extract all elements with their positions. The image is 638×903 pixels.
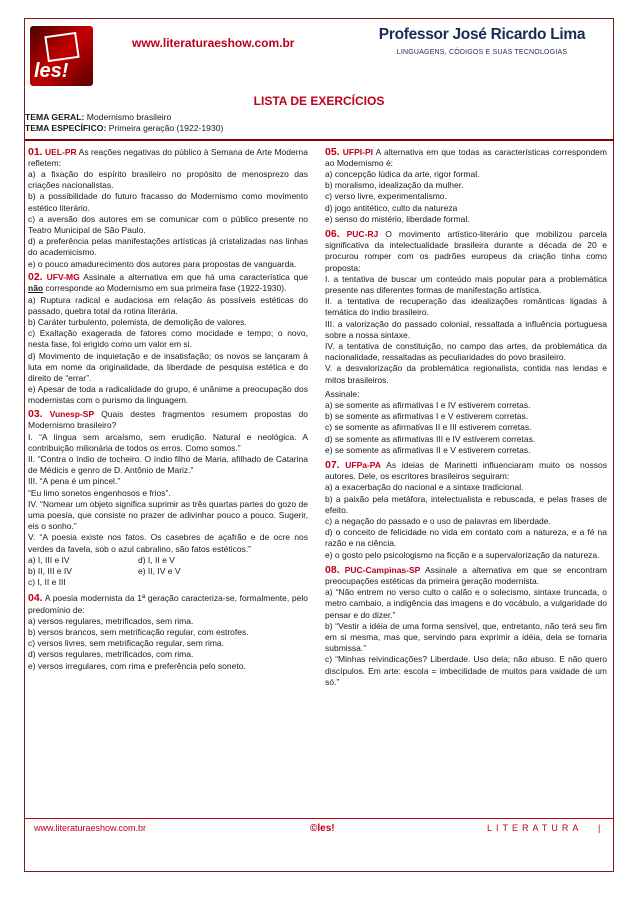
option: d) Movimento de inquietação e de insatisfação; os novos se lançaram à luta em nome da originalidade, da liberdade de pesquisa estética e do direito de “errar”. [28,350,308,384]
left-column [28,144,308,672]
question-source: UFPI-PI [342,146,373,157]
option: d) a preferência pelas manifestações artísticas já cristalizadas nas linhas do academicismo. [28,236,308,258]
question-01 [28,147,308,270]
option: c) verso livre, experimentalismo. [325,191,447,202]
option: e) Apesar de toda a radicalidade do grupo, é unânime a preocupação dos modernistas com o purismo da linguagem. [28,384,308,406]
option: b) Caráter turbulento, polemista, de demolição de valores. [28,317,247,328]
logo-box-icon [44,32,79,62]
option: a) se somente as afirmativas I e IV estiverem corretas. [325,399,531,410]
question-02 [28,272,308,406]
site-url[interactable]: www.literaturaeshow.com.br [132,36,295,50]
footer-subject: LITERATURA [487,823,583,833]
statement: III. a valorização do passado colonial, ressaltada a influência portuguesa sobre a nossa sintaxe. [325,318,607,340]
question-text: As ideias de Marinetti influenciaram muito os nossos autores. Dele, os escritores brasileiros seguiram: [325,459,607,482]
option: d) jogo antitético, culto da natureza [325,202,458,213]
option: c) a aversão dos autores em se comunicar com o público presente no Teatro Municipal de São Paulo. [28,213,308,235]
option: b) a paixão pela metáfora, intelectualista e rebuscada, e pelas frases de efeito. [325,493,607,515]
professor-name: Professor José Ricardo Lima [378,26,586,43]
question-text: O movimento artístico-literário que mobilizou parcela significativa da intelectualidade brasileira durante a década de 20 e procurou romper com os padrões europeus da criação tinha como proposta: [325,228,607,273]
statement: IV. a tentativa de constituição, no campo das artes, da problemática da nacionalidade, ressaltadas as peculiaridades do povo brasileiro. [325,340,607,363]
question-number: 04. [28,592,43,605]
option-row [28,555,308,566]
question-text: A poesia modernista da 1ª geração caracteriza-se, formalmente, pelo predomínio de: [28,593,308,615]
option: a) Ruptura radical e audaciosa em relação às possíveis estéticas do passado, quebra total da rotina literária. [28,294,308,316]
option: a) versos regulares, metrificados, sem rima. [28,615,194,626]
fragment: I. “A língua sem arcaísmo, sem erudição. Natural e neológica. A contribuição milionária de todos os erros. Como somos.” [28,431,308,453]
option: d) I, II e V [138,554,175,565]
option: c) versos livres, sem metrificação regular, sem rima. [28,638,225,649]
fragment: IV. “Nomear um objeto significa suprimir as três quartas partes do gozo de uma poesia, que consiste no prazer de adivinhar pouco a pouco. Sugerir, eis o sonho.” [28,498,308,532]
tema-geral-value: Modernismo brasileiro [84,112,172,122]
option: e) o gosto pelo psicologismo na ficção e a supervalorização da natureza. [325,549,600,560]
option: a) I, III e IV [28,554,70,565]
question-05 [325,147,607,225]
footer-site-url[interactable]: www.literaturaeshow.com.br [34,823,147,833]
option: e) senso do mistério, liberdade formal. [325,213,470,224]
tema-especifico [25,123,223,133]
question-stem [28,272,308,294]
question-number: 03. [28,408,43,421]
option: b) moralismo, idealização da mulher. [325,180,464,191]
question-stem [325,565,607,587]
option: e) o pouco amadurecimento dos autores para propostas de vanguarda. [28,258,297,269]
option: d) o conceito de felicidade no vida em contato com a natureza, e a fé na razão e na ciência. [325,527,607,549]
question-source: PUC-Campinas-SP [344,564,421,575]
footer-bar: | [598,823,601,833]
question-stem [325,460,607,482]
assinale-label: Assinale: [325,388,360,399]
question-number: 05. [325,145,340,158]
footer-divider [25,818,614,819]
option: e) se somente as afirmativas II e V estiverem corretas. [325,444,531,455]
option: c) I, II e III [28,577,66,588]
question-text: A alternativa em que todas as características correspondem ao Modernismo é: [325,146,607,168]
question-text: Assinale a alternativa em que há uma característica que [79,272,309,283]
footer-brand: ©les! [310,823,335,834]
right-column [325,144,607,688]
question-stem [28,147,308,169]
question-source: Vunesp-SP [49,409,95,420]
fragment: “Eu limo sonetos engenhosos e frios”. [28,487,171,498]
question-source: UEL-PR [45,146,77,157]
statement: I. a tentativa de buscar um conteúdo mais popular para a problemática presente nas diferentes formas de manifestação artística. [325,273,607,295]
question-number: 06. [325,227,340,240]
option: a) “Não entrem no verso culto o calão e o solecismo, sintaxe truncada, o metro cambaio, a indigência das imagens e do vocábulo, a vulgaridade do pensar e do dizer.” [325,587,607,620]
question-source: UFV-MG [46,272,80,283]
fragment: V. “A poesia existe nos fatos. Os casebres de açafrão e de ocre nos verdes da favela, sob o azul cabralino, são fatos estéticos.” [28,532,308,554]
question-text: As reações negativas do público à Semana de Arte Moderna refletem: [28,146,308,168]
question-source: UFPa-PA [345,459,381,470]
question-08 [325,565,607,688]
emphasis-nao: não [28,283,44,294]
question-number: 07. [325,458,340,471]
option-row [28,566,308,577]
page-title: LISTA DE EXERCÍCIOS [253,94,385,108]
option: c) a negação do passado e o uso de palavras em liberdade. [325,516,551,526]
professor-subtitle: LINGUAGENS, CÓDIGOS E SUAS TECNOLOGIAS [396,49,568,56]
question-04 [28,593,308,671]
option: e) versos irregulares, com rima e preferência pelo soneto. [28,660,246,671]
option: b) versos brancos, sem metrificação regular, com estrofes. [28,627,249,638]
question-stem [28,409,308,431]
question-stem [325,147,607,169]
les-logo [30,26,93,86]
option: c) “Minhas reivindicações? Liberdade. Uso dela; não abuso. E não quero discípulos. Em arte: escola = imbecilidade de muitos para vaidade de um só.” [325,654,607,687]
option: d) versos regulares, metrificados, com rima. [28,649,194,660]
question-number: 01. [28,145,43,158]
option: e) II, IV e V [138,566,181,577]
question-06 [325,229,607,456]
statement: V. a desvalorização da problemática regionalista, contida nas lendas e mitos brasileiros. [325,363,607,385]
fragment: III. “A pena é um pincel.” [28,476,121,487]
option: b) “Vestir a idéia de uma forma sensível, que, entretanto, não terá seu fim em si mesma, mas que, servindo para exprimir a idéia, dela se tornaria submissa.” [325,620,607,654]
statement: II. a tentativa de recuperação das idealizações românticas ligadas à temática do índio brasileiro. [325,296,607,318]
option: b) se somente as afirmativas I e V estiverem corretas. [325,411,529,422]
option: a) a fixação do espírito brasileiro no propósito de menosprezo das criações nacionalistas. [28,168,308,191]
question-number: 08. [325,563,340,576]
option: d) se somente as afirmativas III e IV estiverem corretas. [325,433,536,444]
option-row [28,577,308,588]
question-text: Assinale a alternativa em que se encontram preocupações estéticas da primeira geração modernista. [325,564,607,587]
tema-geral [25,112,171,122]
question-text: Quais destes fragmentos resumem propostas do Modernismo brasileiro? [28,409,308,431]
tema-especifico-label: TEMA ESPECÍFICO: [25,123,107,133]
header-divider [25,139,614,141]
question-source: PUC-RJ [346,228,379,239]
fragment: II. “Contra o índio de tocheiro. O índio filho de Maria, afilhado de Catarina de Médicis e genro de D. Antônio de Mariz.” [28,453,308,476]
question-stem [325,229,607,274]
question-text-cont: corresponde ao Modernismo em sua primeira fase (1922-1930). [43,283,287,294]
question-number: 02. [28,271,43,284]
option: a) concepção lúdica da arte, rigor formal. [325,168,480,179]
tema-especifico-value: Primeira geração (1922-1930) [106,123,224,133]
question-03 [28,409,308,588]
option: a) a exacerbação do nacional e a sintaxe tradicional. [325,482,524,493]
logo-text: les! [34,60,69,82]
question-07 [325,460,607,561]
tema-geral-label: TEMA GERAL: [25,112,85,122]
option: c) se somente as afirmativas II e III estiverem corretas. [325,422,532,433]
question-stem [28,593,308,615]
option: c) Exaltação exagerada de fatores como mocidade e tempo; o novo, nesta fase, foi erigido como um valor em si. [28,328,308,350]
option: b) II, III e IV [28,566,72,577]
option: b) a possibilidade do futuro fracasso do Modernismo como movimento estético literário. [28,191,308,213]
